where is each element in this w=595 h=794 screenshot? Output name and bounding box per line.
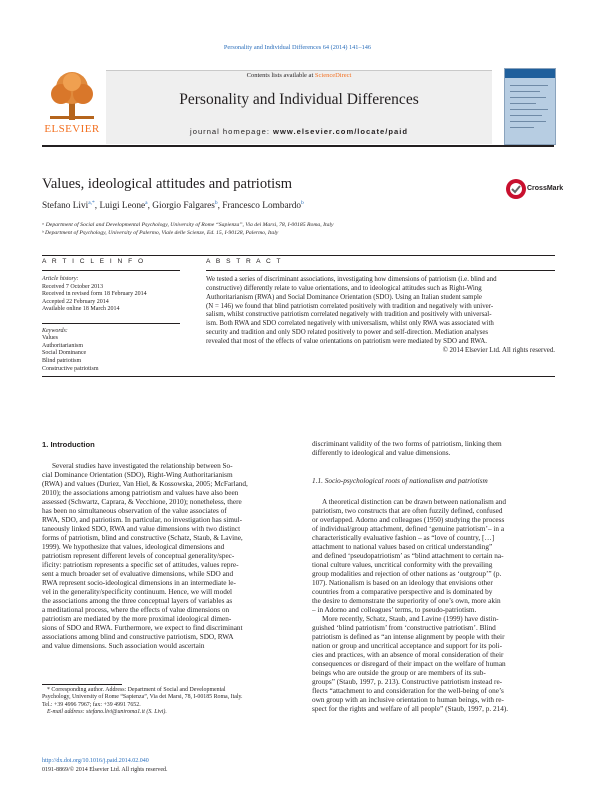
publisher-logo-text: ELSEVIER bbox=[44, 123, 100, 135]
body-line: 1999). We hypothesize that values, ideological dimensions and bbox=[42, 543, 225, 552]
history-item: Accepted 22 February 2014 bbox=[42, 298, 109, 305]
body-line: forms of patriotism, blind and constructive (Schatz, Staub, & Lavine, bbox=[42, 534, 243, 543]
body-line: sent a much broader set of evaluative dimensions, while SDO and bbox=[42, 570, 234, 579]
body-line: assessed (Schwartz, Caprara, & Vecchione, 2010); nonetheless, there bbox=[42, 498, 242, 507]
abstract-line: (N = 146) we found that blind patriotism correlated positively with tradition and negatively with univer- bbox=[206, 302, 494, 310]
history-heading: Article history: bbox=[42, 276, 79, 282]
header-rule bbox=[42, 145, 554, 147]
author-name: Francesco Lombardo bbox=[222, 201, 301, 212]
crossmark-label[interactable]: CrossMark bbox=[527, 185, 564, 192]
footnote-line[interactable]: E-mail address: stefano.livi@uniroma1.it (S. Livi). bbox=[47, 709, 167, 716]
article-info-heading: A R T I C L E I N F O bbox=[42, 258, 146, 265]
issn-copyright: 0191-8869/© 2014 Elsevier Ltd. All rights reserved. bbox=[42, 767, 168, 773]
abstract-line: revealed that most of the effects of value orientations on patriotism were mediated by SDO and RWA. bbox=[206, 337, 487, 345]
keyword: Social Dominance bbox=[42, 350, 87, 357]
homepage-prefix: journal homepage: bbox=[190, 127, 274, 136]
body-line: sions of SDO and RWA. Furthermore, we expect to find discriminant bbox=[42, 624, 243, 633]
footnote-line: Tel.: +39 4996 7967; fax: +39 4991 7652. bbox=[42, 701, 141, 708]
author-separator: , bbox=[94, 201, 100, 212]
article-info-rule bbox=[42, 270, 180, 271]
footnote-line: * Corresponding author. Address: Department of Social and Developmental bbox=[47, 687, 226, 693]
right-column-top bbox=[312, 440, 561, 458]
body-line: tional culture values, uncritical conformity with the prevailing bbox=[312, 561, 493, 570]
body-line: and value dimensions. Such association would ascertain bbox=[42, 642, 205, 651]
body-line: – in Adorno and colleagues’ terms, to pseudo-patriotism. bbox=[312, 606, 477, 615]
abstract-line: salism, whilst constructive patriotism correlated negatively with tradition and positively with universal- bbox=[206, 311, 492, 319]
journal-cover-thumbnail bbox=[504, 68, 556, 145]
author-affiliation-marker[interactable]: b bbox=[214, 200, 218, 206]
keyword: Constructive patriotism bbox=[42, 365, 99, 372]
intro-heading: 1. Introduction bbox=[42, 440, 95, 449]
body-line: of individual/group attachment, defined ‘genuine patriotism’– in a bbox=[312, 525, 505, 534]
body-line: More recently, Schatz, Staub, and Lavine (1999) have distin- bbox=[322, 615, 499, 624]
abstract-bottom-rule bbox=[42, 376, 555, 377]
keyword: Authoritarianism bbox=[42, 342, 83, 349]
contents-prefix: Contents lists available at bbox=[246, 72, 315, 79]
author-list bbox=[42, 200, 304, 211]
footnote-line: Psychology, University of Rome “Sapienza”, Via dei Marsi, 78, I-00185 Roma, Italy. bbox=[42, 694, 243, 701]
body-line: RWA, SDO, and patriotism. In particular, no investigation has simul- bbox=[42, 516, 243, 525]
body-line: has been no simultaneous observation of the value associates of bbox=[42, 507, 227, 516]
author-separator: , bbox=[217, 201, 223, 212]
contents-available bbox=[106, 72, 492, 79]
body-line: spect for the rights and welfare of all people” (Staub, 1997, p. 214). bbox=[312, 705, 509, 714]
body-line: flects “attachment to and consideration for the well-being of one’s bbox=[312, 687, 504, 696]
body-line: countries from a comparative perspective and is dominated by bbox=[312, 588, 493, 597]
author-affiliation-marker[interactable]: a,* bbox=[88, 200, 95, 206]
journal-title: Personality and Individual Differences bbox=[179, 91, 419, 108]
keyword: Values bbox=[42, 335, 58, 342]
article-info bbox=[42, 276, 172, 373]
left-column-text bbox=[42, 462, 292, 651]
body-line: groups” (Staub, 1997, p. 213). Constructive patriotism instead re- bbox=[312, 678, 503, 687]
body-line: guished ‘blind patriotism’ from ‘constructive patriotism’. Blind bbox=[312, 624, 496, 633]
footnote-rule bbox=[42, 684, 122, 685]
body-line: own group with an inclusive orientation to human beings, with re- bbox=[312, 696, 504, 705]
body-line: attachment to national values based on critical understanding” bbox=[312, 543, 493, 552]
body-line: or overlapped. Adorno and colleagues (1950) studying the process bbox=[312, 516, 505, 525]
abstract-rule bbox=[206, 270, 555, 271]
body-line: and defined ‘pseudopatriotism’ as “blind attachment to certain na- bbox=[312, 552, 504, 561]
body-line: cial Dominance Orientation (SDO), Right-Wing Authoritarianism bbox=[42, 471, 233, 480]
body-line: RWA represent socio-ideological dimensions in an intermediate le- bbox=[42, 579, 236, 588]
journal-homepage bbox=[106, 127, 492, 136]
right-column-text bbox=[312, 498, 561, 714]
article-title: Values, ideological attitudes and patriotism bbox=[42, 176, 293, 192]
abstract-line: We tested a series of discriminant associations, investigating how dimensions of patriotism (i.e. blind and bbox=[206, 276, 497, 283]
body-line: beings who are outside the group or are members of its sub- bbox=[312, 669, 486, 678]
body-line: group modalities and rejection of other nations as ‘outgroup’” (p. bbox=[312, 570, 502, 579]
keywords-heading: Keywords: bbox=[42, 327, 68, 334]
body-line: the associations among the three conceptual layers of variables as bbox=[42, 597, 233, 606]
doi-link[interactable]: http://dx.doi.org/10.1016/j.paid.2014.02.040 bbox=[42, 758, 149, 764]
body-line: cies and practices, with an absence of moral consideration of their bbox=[312, 651, 504, 660]
body-line: a meditational process, where the effects of value dimensions on bbox=[42, 606, 230, 615]
history-item: Available online 18 March 2014 bbox=[42, 306, 120, 313]
body-line: differently to ideological and value dimensions. bbox=[312, 449, 451, 458]
abstract-line: constructive) differently relate to value orientations, and to ideological attitudes such as Right-Wing bbox=[206, 284, 482, 292]
affiliation-a: ᵃ Department of Social and Developmental Psychology, University of Rome “Sapienza”, Via dei Marsi, 78, I-00185 Roma, Italy bbox=[42, 222, 334, 228]
abstract-text bbox=[206, 276, 555, 356]
corresponding-author-footnote bbox=[42, 687, 292, 717]
body-line: nation or group and uncritical acceptance and support for its poli- bbox=[312, 642, 503, 651]
body-line: A theoretical distinction can be drawn between nationalism and bbox=[322, 498, 507, 506]
body-line: patriotism are mediated by the more proximal ideological dimen- bbox=[42, 615, 232, 624]
abstract-line: Authoritarianism (RWA) and Social Dominance Orientation (SDO). Using an Italian student sample bbox=[206, 293, 482, 301]
body-line: the desire to demonstrate the superiority of one’s own, more akin bbox=[312, 597, 501, 606]
abstract-line: ism. Both RWA and SDO correlated negatively with universalism, whilst only RWA was associated with bbox=[206, 320, 494, 328]
body-line: characteristically evaluative fashion – as “love of country, […] bbox=[312, 534, 495, 543]
author-separator: , bbox=[147, 201, 153, 212]
author-name: Stefano Livi bbox=[42, 201, 89, 212]
keyword: Blind patriotism bbox=[42, 357, 82, 364]
body-line: consequences or disregard of their impact on the welfare of human bbox=[312, 660, 506, 669]
abstract-heading: A B S T R A C T bbox=[206, 258, 283, 265]
affiliation-b: ᵇ Department of Psychology, University of Palermo, Viale delle Scienze, Ed. 15, I-90128, Palermo, Italy bbox=[42, 230, 279, 236]
history-item: Received 7 October 2013 bbox=[42, 283, 104, 290]
keywords-rule bbox=[42, 323, 180, 324]
author-affiliation-marker[interactable]: a bbox=[145, 200, 148, 206]
body-line: (RWA) and values (Duriez, Van Hiel, & Kossowska, 2005; McFarland, bbox=[42, 480, 248, 489]
body-line: associations among blind and constructive patriotism, SDO, RWA bbox=[42, 633, 234, 642]
body-line: ificity: patriotism represents a specific set of attitudes, values repre- bbox=[42, 561, 239, 570]
subsection-heading: 1.1. Socio-psychological roots of nationalism and patriotism bbox=[312, 477, 488, 485]
body-line: 107). Nationalism is based on an ideology that envisions other bbox=[312, 579, 493, 588]
abstract-line: security and tradition and only SDO related positively to power and self-direction. Mediation analyses bbox=[206, 329, 489, 337]
body-line: patriotism is defined as “an intense alignment by people with their bbox=[312, 633, 505, 642]
author-name: Luigi Leone bbox=[99, 201, 146, 212]
body-line: Several studies have investigated the relationship between So- bbox=[52, 462, 233, 470]
body-line: taneously linked SDO, RWA and value dimensions with two distinct bbox=[42, 525, 241, 534]
body-line: patriotism, two constructs that are often fuzzily defined, confused bbox=[312, 507, 503, 516]
author-affiliation-marker[interactable]: b bbox=[301, 200, 304, 206]
body-line: discriminant validity of the two forms of patriotism, linking them bbox=[312, 440, 502, 448]
section-top-rule bbox=[42, 255, 555, 256]
body-line: patriotism represent different levels of conceptual generality/spec- bbox=[42, 552, 235, 561]
body-line: 2010); the associations among patriotism and values have also been bbox=[42, 489, 239, 498]
abstract-copyright: © 2014 Elsevier Ltd. All rights reserved. bbox=[442, 346, 555, 354]
author-name: Giorgio Falgares bbox=[152, 201, 215, 212]
sciencedirect-link[interactable]: ScienceDirect bbox=[314, 72, 352, 79]
body-line: vel in the generality/specificity continuum. Hence, we will model bbox=[42, 588, 233, 597]
crossmark-icon bbox=[505, 178, 527, 200]
journal-citation[interactable]: Personality and Individual Differences 64 (2014) 141–146 bbox=[223, 44, 372, 51]
homepage-url[interactable]: www.elsevier.com/locate/paid bbox=[273, 127, 408, 136]
history-item: Received in revised form 18 February 2014 bbox=[42, 291, 147, 298]
